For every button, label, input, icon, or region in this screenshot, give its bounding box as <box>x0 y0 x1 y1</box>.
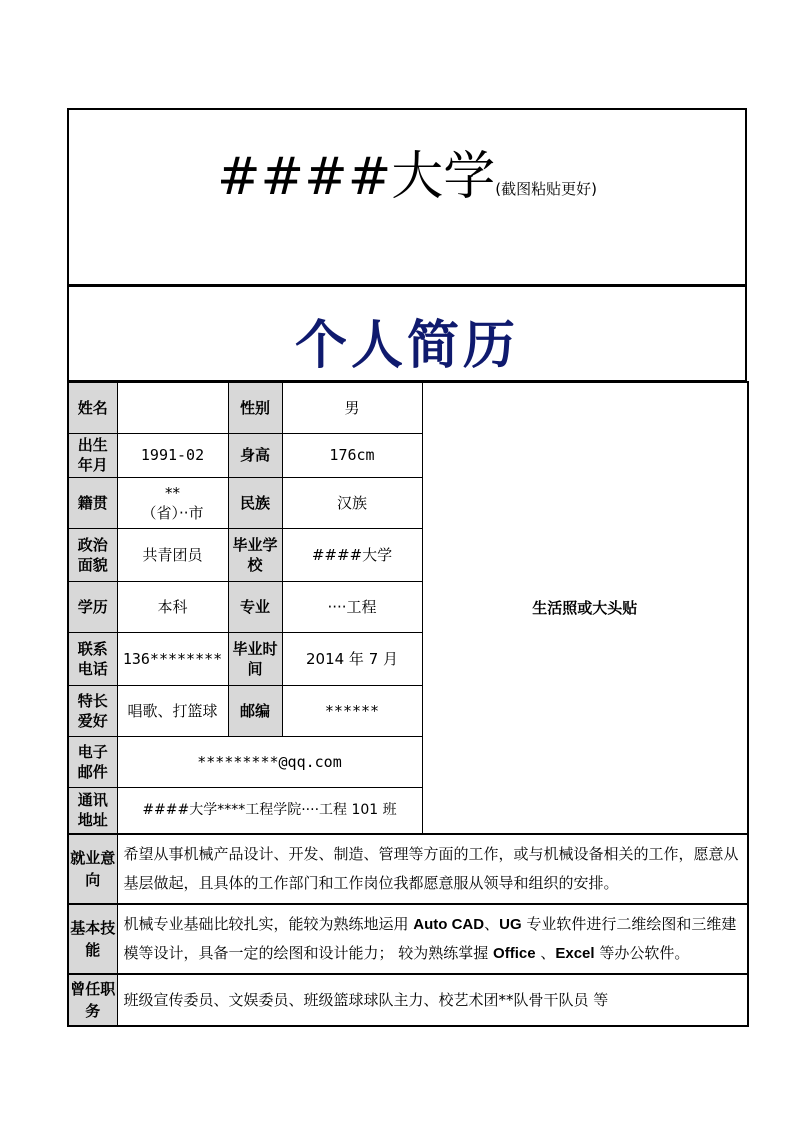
education-value: 本科 <box>117 581 228 632</box>
personal-info-table <box>67 381 749 835</box>
political-value: 共青团员 <box>117 528 228 581</box>
skills-autocad: Auto CAD <box>413 916 485 933</box>
email-value: *********@qq.com <box>117 736 422 787</box>
address-value: ####大学****工程学院····工程 101 班 <box>117 787 422 834</box>
skills-text <box>117 904 748 974</box>
birth-value: 1991-02 <box>117 433 228 477</box>
major-label: 专业 <box>228 581 282 632</box>
school-label: 毕业学校 <box>228 528 282 581</box>
skills-excel: Excel <box>555 945 595 962</box>
skills-text-4: 、 <box>535 944 556 962</box>
ethnicity-value: 汉族 <box>282 477 422 528</box>
school-name: ####大学 <box>216 147 496 207</box>
height-value: 176cm <box>282 433 422 477</box>
postcode-label: 邮编 <box>228 685 282 736</box>
intent-text: 希望从事机械产品设计、开发、制造、管理等方面的工作，或与机械设备相关的工作，愿意从基层做起，且具体的工作部门和工作岗位我都愿意服从领导和组织的安排。 <box>117 834 748 904</box>
name-value <box>117 382 228 433</box>
resume-title: 个人简历 <box>294 316 519 376</box>
school-heading <box>69 134 745 209</box>
native-value-line-2: （省）··市 <box>141 503 204 522</box>
skills-label: 基本技能 <box>68 904 117 974</box>
phone-label: 联系电话 <box>68 632 117 685</box>
native-value-line-1: ** <box>165 483 180 502</box>
email-label: 电子邮件 <box>68 736 117 787</box>
native-value <box>117 477 228 528</box>
title-section <box>67 285 747 382</box>
skills-text-1: 机械专业基础比较扎实，能较为熟练地运用 <box>123 915 414 933</box>
positions-label: 曾任职务 <box>68 974 117 1026</box>
height-label: 身高 <box>228 433 282 477</box>
grad-time-label: 毕业时间 <box>228 632 282 685</box>
skills-text-3: 专业软件进行二维绘图和三维建模等设计，具备一定的绘图和设计能力； 较为熟练掌握 <box>123 915 737 962</box>
postcode-value: ****** <box>282 685 422 736</box>
native-label: 籍贯 <box>68 477 117 528</box>
grad-time-value: 2014 年 7 月 <box>282 632 422 685</box>
photo-placeholder: 生活照或大头贴 <box>422 382 748 834</box>
name-label: 姓名 <box>68 382 117 433</box>
education-label: 学历 <box>68 581 117 632</box>
ethnicity-label: 民族 <box>228 477 282 528</box>
intent-label: 就业意向 <box>68 834 117 904</box>
school-value: ####大学 <box>282 528 422 581</box>
hobby-value: 唱歌、打篮球 <box>117 685 228 736</box>
political-label: 政治面貌 <box>68 528 117 581</box>
hobby-label: 特长爱好 <box>68 685 117 736</box>
gender-value: 男 <box>282 382 422 433</box>
phone-value: 136******** <box>117 632 228 685</box>
positions-text: 班级宣传委员、文娱委员、班级篮球球队主力、校艺术团**队骨干队员 等 <box>117 974 748 1026</box>
details-table <box>67 833 749 1027</box>
major-value: ····工程 <box>282 581 422 632</box>
gender-label: 性别 <box>228 382 282 433</box>
skills-text-2: 、 <box>484 915 500 933</box>
address-label: 通讯地址 <box>68 787 117 834</box>
skills-ug: UG <box>499 916 522 933</box>
school-note: (截图粘贴更好) <box>495 180 597 198</box>
skills-text-5: 等办公软件。 <box>594 944 690 962</box>
skills-office: Office <box>493 945 536 962</box>
birth-label: 出生年月 <box>68 433 117 477</box>
header-section <box>67 108 747 286</box>
